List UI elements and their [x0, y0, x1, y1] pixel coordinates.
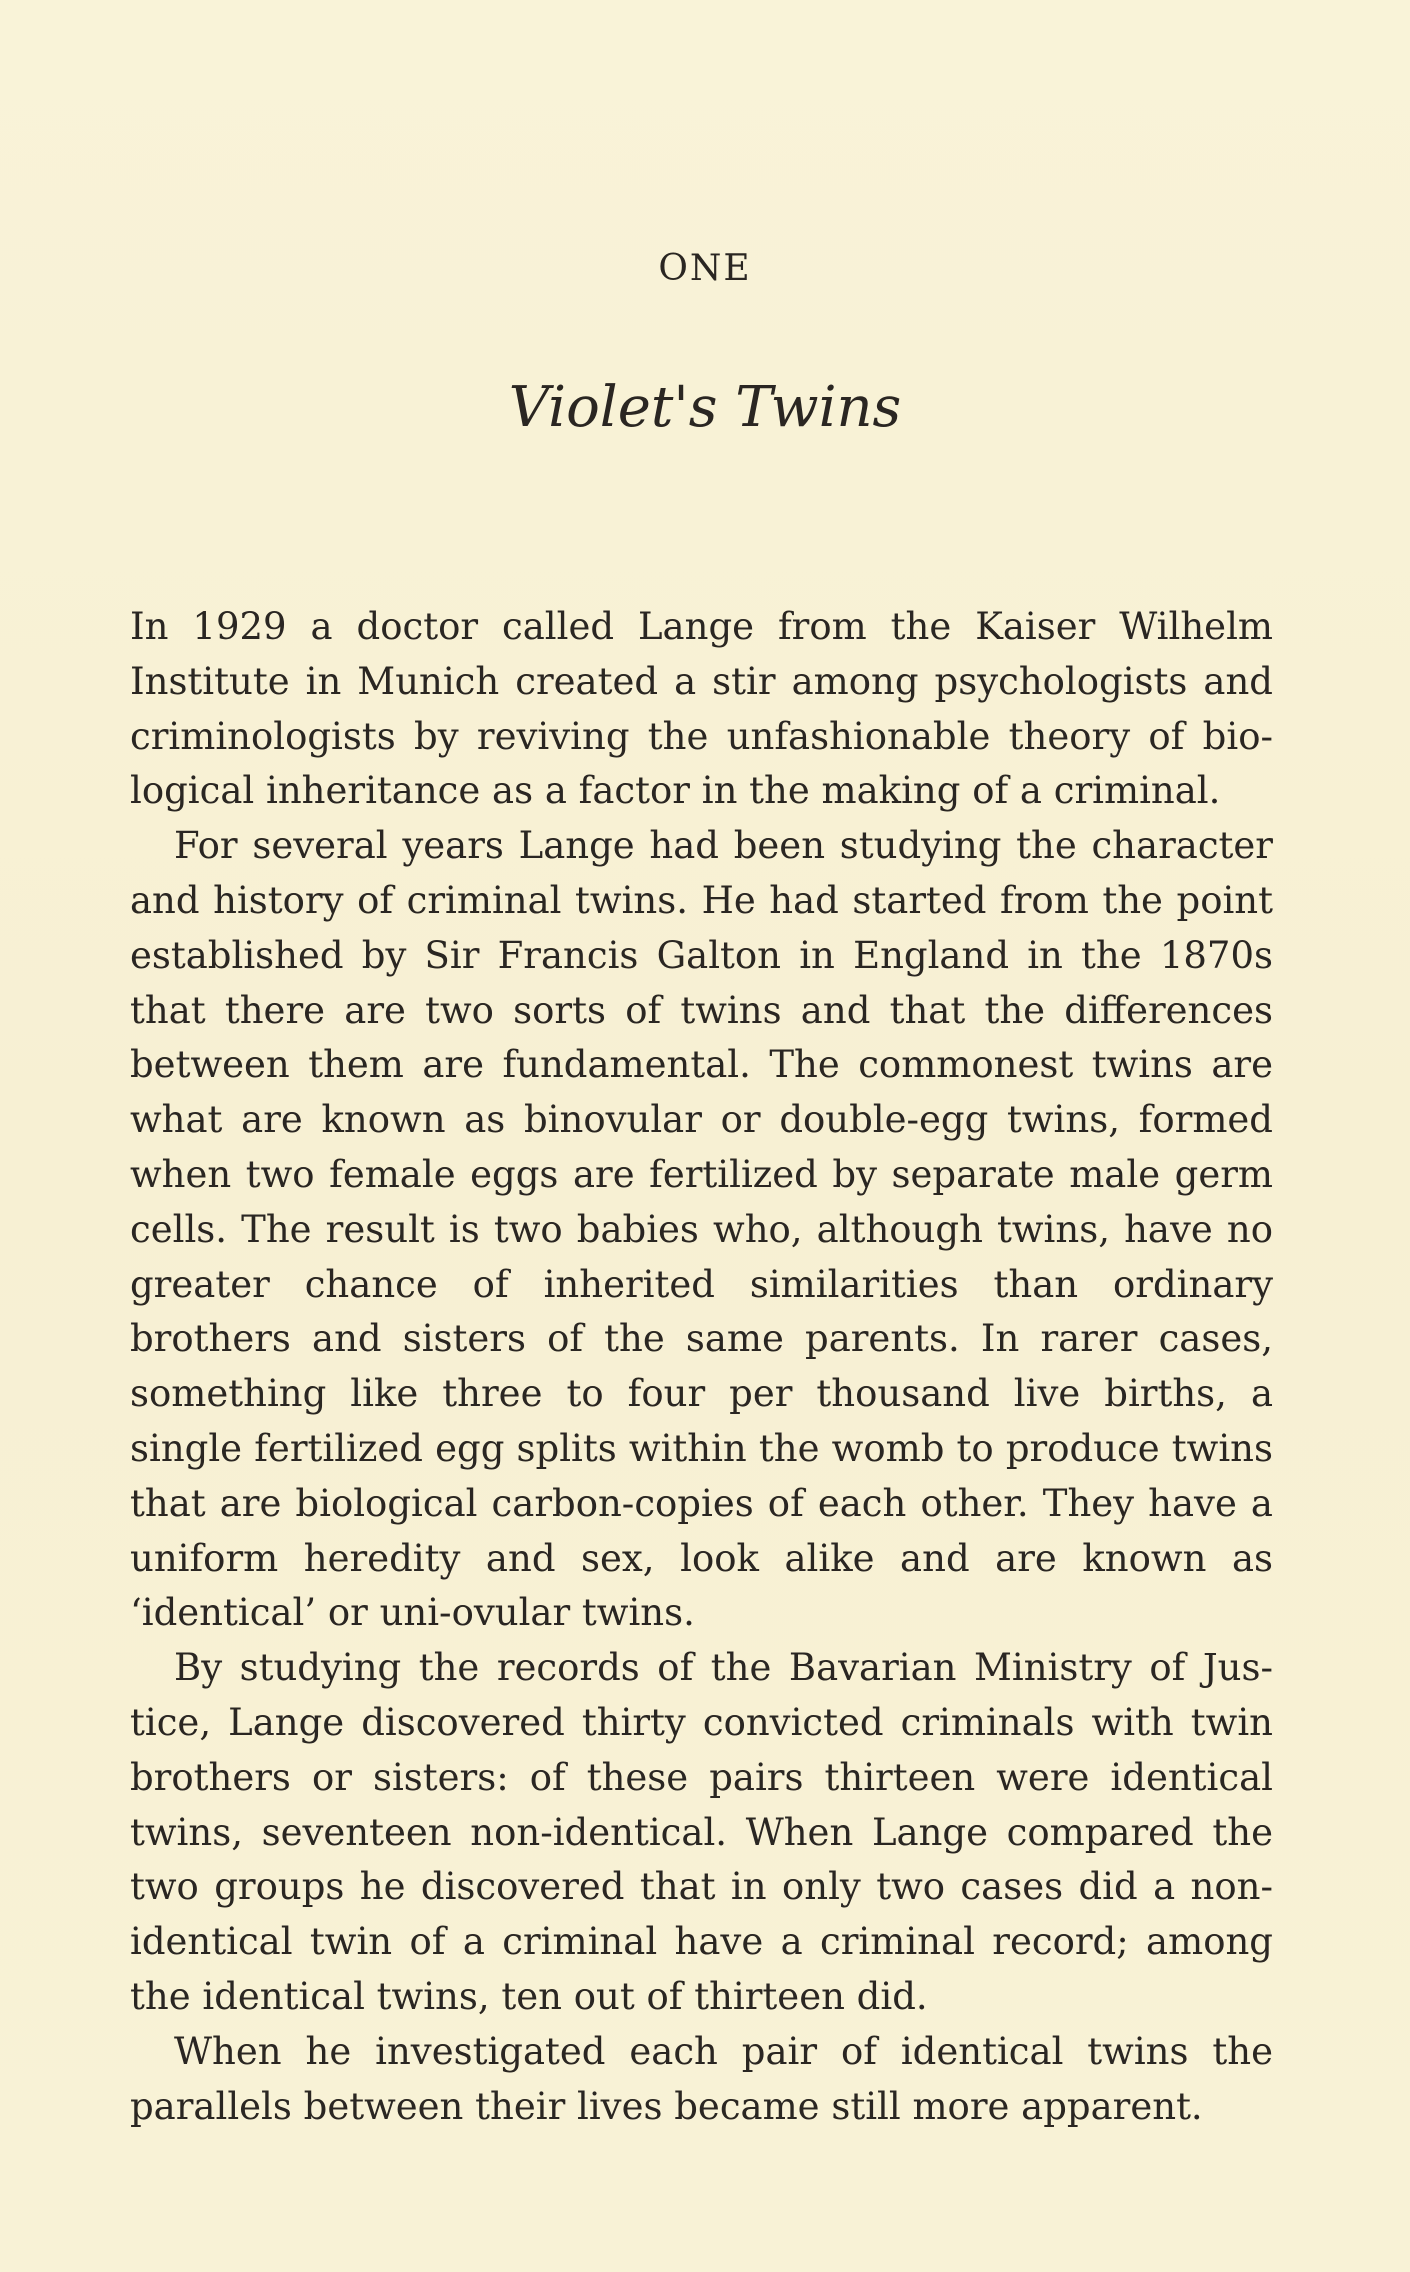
- paragraph-1: In 1929 a doctor called Lange from the Kaiser Wilhelm Institute in Munich created a stir among psychologists and criminologists by reviving the unfashionable theory of biological inheritance as a factor in the making of a criminal.: [130, 605, 1273, 813]
- paragraph-4: When he investigated each pair of identical twins the parallels between their lives became still more apparent.: [130, 2029, 1273, 2128]
- paragraph-2: For several years Lange had been studying the character and history of criminal twins. He had started from the point established by Sir Francis Galton in England in the 1870s that there are two sorts of twins and that the differences between them are fundamental. The commonest twins are what are known as binovular or double-egg twins, formed when two female eggs are fertilized by separate male germ cells. The result is two babies who, although twins, have no greater chance of inherited similarities than ordinary brothers and sisters of the same parents. In rarer cases, something like three to four per thousand live births, a single fertilized egg splits within the womb to produce twins that are biological carbon-copies of each other. They have a uniform heredity and sex, look alike and are known as ‘identical’ or uni-ovular twins.: [130, 824, 1273, 1635]
- chapter-title: Violet's Twins: [508, 375, 902, 440]
- body-text: [130, 600, 1273, 2134]
- paragraph-3: By studying the records of the Bavarian Ministry of Justice, Lange discovered thirty convicted criminals with twin brothers or sisters: of these pairs thirteen were identical twins, seventeen non-identical. When Lange compared the two groups he discovered that in only two cases did a non-identical twin of a criminal have a criminal record; among the identical twins, ten out of thirteen did.: [130, 1646, 1273, 2018]
- chapter-number: ONE: [658, 248, 752, 289]
